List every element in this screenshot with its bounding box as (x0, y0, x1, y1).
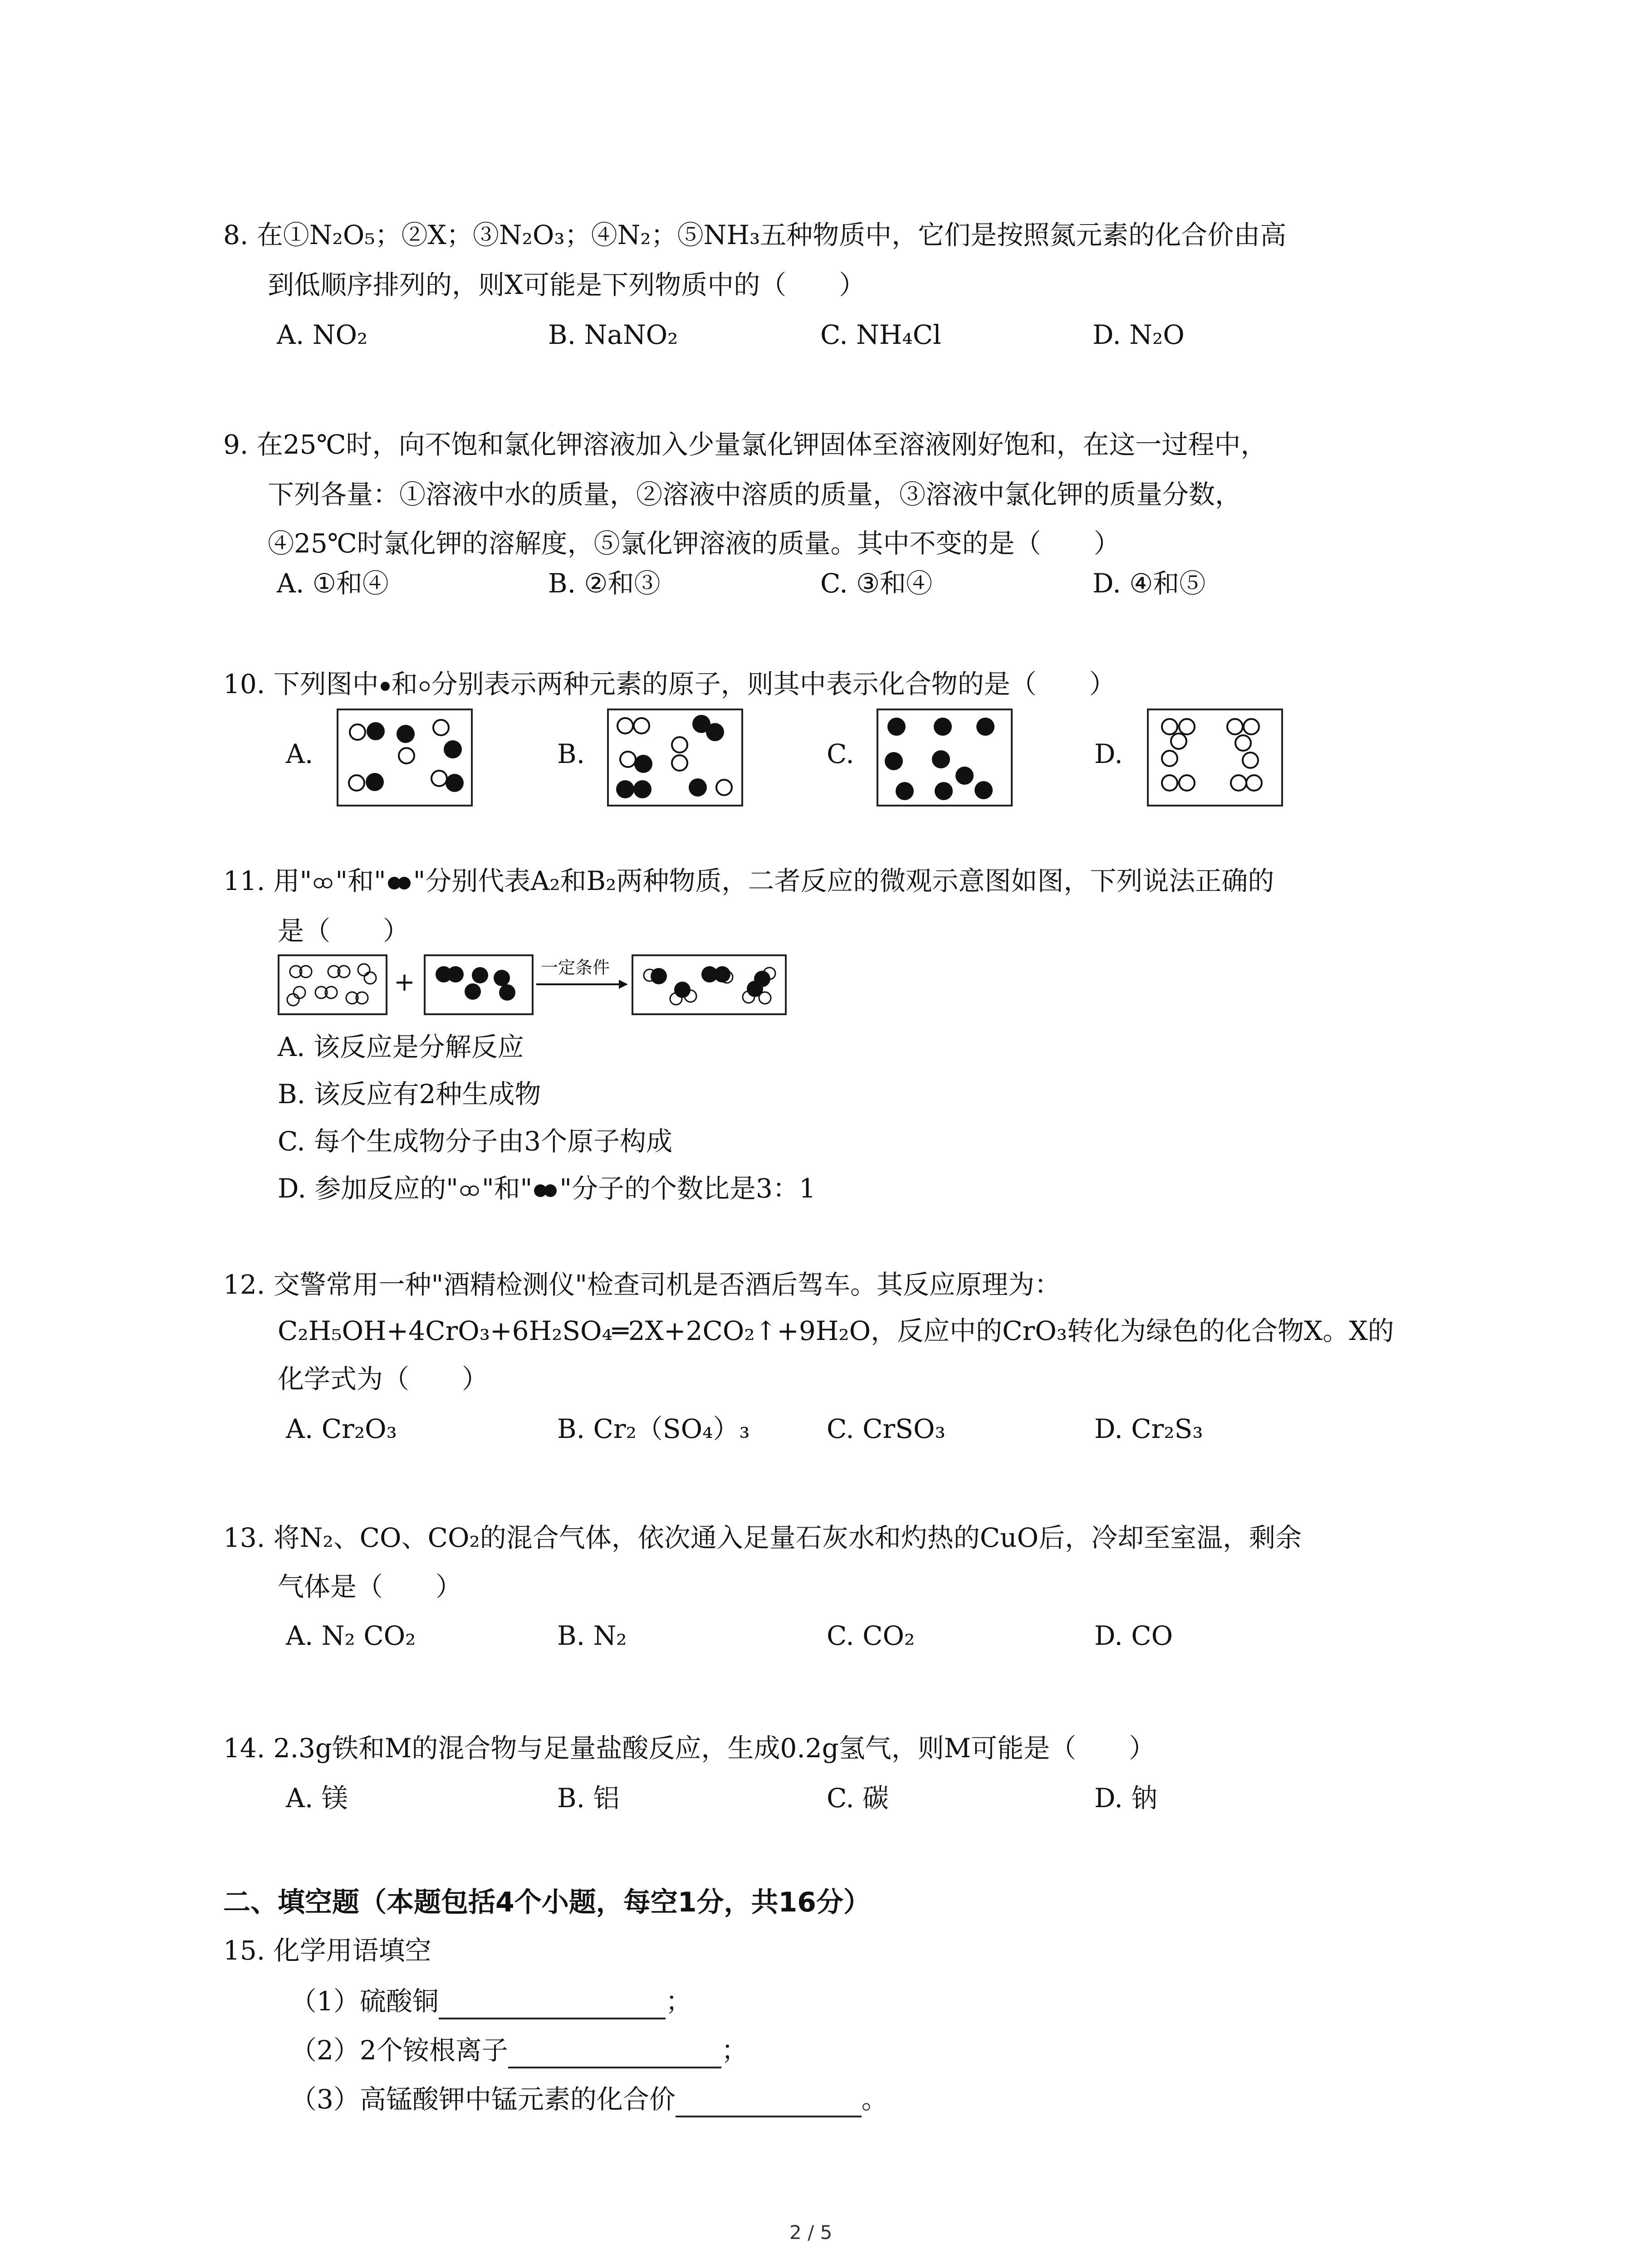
q14-option-c[interactable]: C. 碳 (827, 1783, 889, 1813)
q11-option-d-b: "和" (482, 1173, 533, 1204)
q10-prefix: 10. 下列图中 (223, 669, 379, 699)
q11-option-b[interactable]: B. 该反应有2种生成物 (278, 1079, 541, 1110)
q13-line1: 13. 将N₂、CO、CO₂的混合气体，依次通入足量石灰水和灼热的CuO后，冷却至室温，剩余 (223, 1522, 1302, 1553)
q10-diagram-b (609, 710, 741, 805)
q9-option-b[interactable]: B. ②和③ (548, 568, 661, 599)
page-number: 2 / 5 (789, 2221, 833, 2244)
q14-option-a[interactable]: A. 镁 (286, 1783, 348, 1813)
q11-option-d-a: D. 参加反应的" (278, 1173, 458, 1204)
q14-option-d[interactable]: D. 钠 (1094, 1783, 1158, 1813)
q11-line1 (223, 863, 1274, 899)
q9-line3: ④25℃时氯化钾的溶解度，⑤氯化钾溶液的质量。其中不变的是（ ） (268, 528, 1120, 559)
q8-option-d[interactable]: D. N₂O (1092, 319, 1185, 350)
q15-item-1-end: ； (665, 1986, 692, 2017)
q15-answer-blank-2[interactable] (508, 2038, 721, 2068)
q13-option-a[interactable]: A. N₂ CO₂ (286, 1620, 416, 1651)
q8-line2: 到低顺序排列的，则X可能是下列物质中的（ ） (268, 269, 866, 300)
q10-option-d-diagram[interactable] (1147, 709, 1283, 807)
q11-option-d[interactable] (278, 1170, 816, 1207)
q8-line1: 8. 在①N₂O₅；②X；③N₂O₃；④N₂；⑤NH₃五种物质中，它们是按照氮元素的化合价由高 (223, 220, 1287, 250)
q8-option-b[interactable]: B. NaNO₂ (548, 319, 678, 350)
q14-option-b[interactable]: B. 铝 (557, 1783, 620, 1813)
q10-stem (223, 666, 1116, 702)
q9-line1: 9. 在25℃时，向不饱和氯化钾溶液加入少量氯化钾固体至溶液刚好饱和，在这一过程中， (223, 429, 1267, 460)
q14-line1: 14. 2.3g铁和M的混合物与足量盐酸反应，生成0.2g氢气，则M可能是（ ） (223, 1733, 1156, 1764)
q15-item-3-end: 。 (861, 2084, 888, 2115)
q15-item-3 (290, 2081, 888, 2117)
q9-option-a[interactable]: A. ①和④ (277, 568, 389, 599)
q12-option-c[interactable]: C. CrSO₃ (827, 1413, 945, 1444)
q15-title: 15. 化学用语填空 (223, 1935, 431, 1966)
q10-option-c-label[interactable]: C. (827, 738, 854, 769)
q11-reactant-a2-box (278, 954, 387, 1015)
q11-plus-sign: + (394, 968, 415, 997)
q10-diagram-a (338, 710, 471, 805)
q10-option-d-label[interactable]: D. (1094, 738, 1123, 769)
q8-option-a[interactable]: A. NO₂ (277, 319, 368, 350)
q13-option-c[interactable]: C. CO₂ (827, 1620, 915, 1651)
q12-option-a[interactable]: A. Cr₂O₃ (286, 1413, 397, 1444)
q12-line3: 化学式为（ ） (278, 1364, 489, 1394)
q10-mid: 和 (391, 669, 418, 699)
q11-line1-c: "分别代表A₂和B₂两种物质，二者反应的微观示意图如图，下列说法正确的 (413, 865, 1274, 896)
q13-option-b[interactable]: B. N₂ (557, 1620, 627, 1651)
q13-option-d[interactable]: D. CO (1094, 1620, 1173, 1651)
q9-option-c[interactable]: C. ③和④ (820, 568, 933, 599)
q10-suffix: 分别表示两种元素的原子，则其中表示化合物的是（ ） (431, 669, 1116, 699)
q12-line2: C₂H₅OH+4CrO₃+6H₂SO₄═2X+2CO₂↑+9H₂O，反应中的CrO₃转化为绿色的化合物X。X的 (278, 1315, 1394, 1346)
filled-atom-icon (381, 682, 390, 691)
q11-product-diagram (633, 956, 785, 1013)
q12-option-b[interactable]: B. Cr₂（SO₄）₃ (557, 1413, 750, 1444)
q12-line1: 12. 交警常用一种"酒精检测仪"检查司机是否酒后驾车。其反应原理为： (223, 1269, 1061, 1300)
q15-item-1-label: （1）硫酸铜 (290, 1986, 439, 2017)
q13-line2: 气体是（ ） (278, 1571, 462, 1602)
q15-answer-blank-3[interactable] (676, 2087, 862, 2117)
q15-answer-blank-1[interactable] (439, 1989, 666, 2019)
q10-option-b-diagram[interactable] (607, 709, 743, 807)
q11-reactant-a2-diagram (279, 956, 386, 1013)
q15-item-1 (290, 1983, 692, 2019)
q11-line1-b: "和" (335, 865, 386, 896)
q11-option-a[interactable]: A. 该反应是分解反应 (278, 1031, 524, 1062)
filled-molecule-icon (386, 876, 413, 890)
q9-option-d[interactable]: D. ④和⑤ (1092, 568, 1206, 599)
q10-diagram-c (878, 710, 1011, 805)
q10-option-b-label[interactable]: B. (557, 738, 585, 769)
q11-reactant-b2-diagram (426, 956, 532, 1013)
q8-option-c[interactable]: C. NH₄Cl (820, 319, 941, 350)
q10-option-a-label[interactable]: A. (286, 738, 314, 769)
q11-line2: 是（ ） (278, 915, 410, 946)
section-2-heading: 二、填空题（本题包括4个小题，每空1分，共16分） (223, 1887, 871, 1918)
q11-option-c[interactable]: C. 每个生成物分子由3个原子构成 (278, 1126, 673, 1157)
q15-item-2 (290, 2032, 748, 2068)
hollow-atom-icon (420, 681, 430, 691)
q11-line1-a: 11. 用" (223, 865, 312, 896)
filled-molecule-icon (532, 1183, 559, 1198)
q10-option-a-diagram[interactable] (337, 709, 473, 807)
q11-reaction-diagram (278, 954, 795, 1022)
q12-option-d[interactable]: D. Cr₂S₃ (1094, 1413, 1203, 1444)
q15-item-3-label: （3）高锰酸钾中锰元素的化合价 (290, 2084, 676, 2115)
q10-diagram-d (1149, 710, 1281, 805)
q11-condition-label: 一定条件 (541, 958, 610, 978)
q10-option-c-diagram[interactable] (877, 709, 1013, 807)
q9-line2: 下列各量：①溶液中水的质量，②溶液中溶质的质量，③溶液中氯化钾的质量分数， (268, 479, 1242, 510)
q15-item-2-label: （2）2个铵根离子 (290, 2035, 508, 2066)
q15-item-2-end: ； (721, 2035, 748, 2066)
hollow-molecule-icon (312, 877, 335, 889)
q11-reactant-b2-box (424, 954, 534, 1015)
q11-product-box (632, 954, 787, 1015)
hollow-molecule-icon (458, 1185, 482, 1197)
q11-option-d-c: "分子的个数比是3：1 (559, 1173, 816, 1204)
